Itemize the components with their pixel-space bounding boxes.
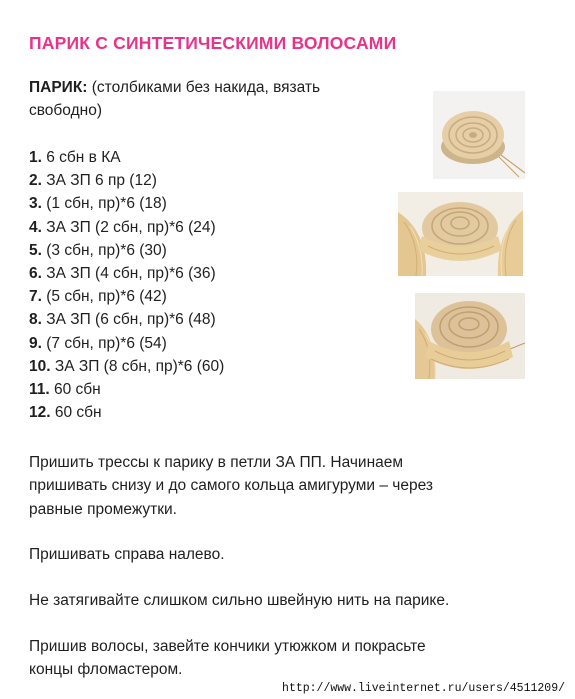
row-text: (3 сбн, пр)*6 (30) [41, 241, 167, 259]
row-number: 8. [29, 311, 42, 329]
page-title: ПАРИК С СИНТЕТИЧЕСКИМИ ВОЛОСАМИ [29, 33, 397, 53]
row-list [29, 146, 224, 424]
row-number: 10. [29, 357, 51, 375]
row [29, 355, 224, 378]
row-number: 7. [29, 288, 42, 306]
row-number: 12. [29, 404, 51, 422]
row [29, 401, 224, 424]
paragraph-direction [29, 543, 549, 566]
row [29, 262, 224, 285]
row-text: 60 сбн [50, 404, 102, 422]
paragraph-sewing [29, 451, 549, 521]
row [29, 146, 224, 169]
row-number: 11. [29, 381, 50, 399]
paragraph-line: Пришив волосы, завейте кончики утюжком и покрасьте [29, 638, 426, 655]
paragraph-finish [29, 635, 549, 682]
row-text: (1 сбн, пр)*6 (18) [41, 195, 167, 213]
row-text: ЗА ЗП (2 сбн, пр)*6 (24) [41, 218, 216, 236]
paragraph-tension [29, 589, 549, 612]
row-number: 9. [29, 334, 42, 352]
row-text: 6 сбн в КА [41, 149, 121, 166]
photo-wig-hair-2 [415, 293, 525, 379]
row [29, 378, 224, 401]
row-number: 4. [29, 218, 42, 236]
paragraph-line: Пришивать справа налево. [29, 546, 225, 563]
row [29, 239, 224, 262]
intro-label: ПАРИК: [29, 79, 88, 96]
row-text: (5 сбн, пр)*6 (42) [41, 288, 167, 306]
row [29, 332, 224, 355]
paragraph-line: равные промежутки. [29, 500, 177, 518]
row-number: 5. [29, 241, 42, 259]
intro-line-2: свободно) [29, 102, 102, 119]
row-text: ЗА ЗП (6 сбн, пр)*6 (48) [41, 311, 216, 329]
row-number: 3. [29, 195, 42, 213]
paragraph-line: Не затягивайте слишком сильно швейную нить на парике. [29, 592, 450, 609]
row-text: ЗА ЗП (8 сбн, пр)*6 (60) [50, 357, 225, 375]
row [29, 192, 224, 215]
row-number: 2. [29, 172, 42, 190]
photo-wig-hair-1 [398, 192, 523, 276]
row-text: (7 сбн, пр)*6 (54) [41, 334, 167, 352]
row [29, 169, 224, 192]
paragraph-line: Пришить трессы к парику в петли ЗА ПП. Начинаем [29, 454, 404, 471]
photo-wig-cap [433, 91, 525, 179]
row [29, 216, 224, 239]
paragraph-line: концы фломастером. [29, 661, 183, 679]
source-url: http://www.liveinternet.ru/users/4511209/ [282, 682, 565, 695]
row [29, 308, 224, 331]
intro [29, 76, 389, 122]
row-text: ЗА ЗП 6 пр (12) [41, 172, 157, 190]
row-number: 6. [29, 265, 42, 283]
row-text: ЗА ЗП (4 сбн, пр)*6 (36) [41, 265, 216, 283]
row-number: 1. [29, 149, 42, 166]
row-text: 60 сбн [49, 381, 101, 399]
intro-line-1: (столбиками без накида, вязать [87, 79, 321, 96]
row [29, 285, 224, 308]
paragraph-line: пришивать снизу и до самого кольца амигуруми – через [29, 477, 433, 495]
